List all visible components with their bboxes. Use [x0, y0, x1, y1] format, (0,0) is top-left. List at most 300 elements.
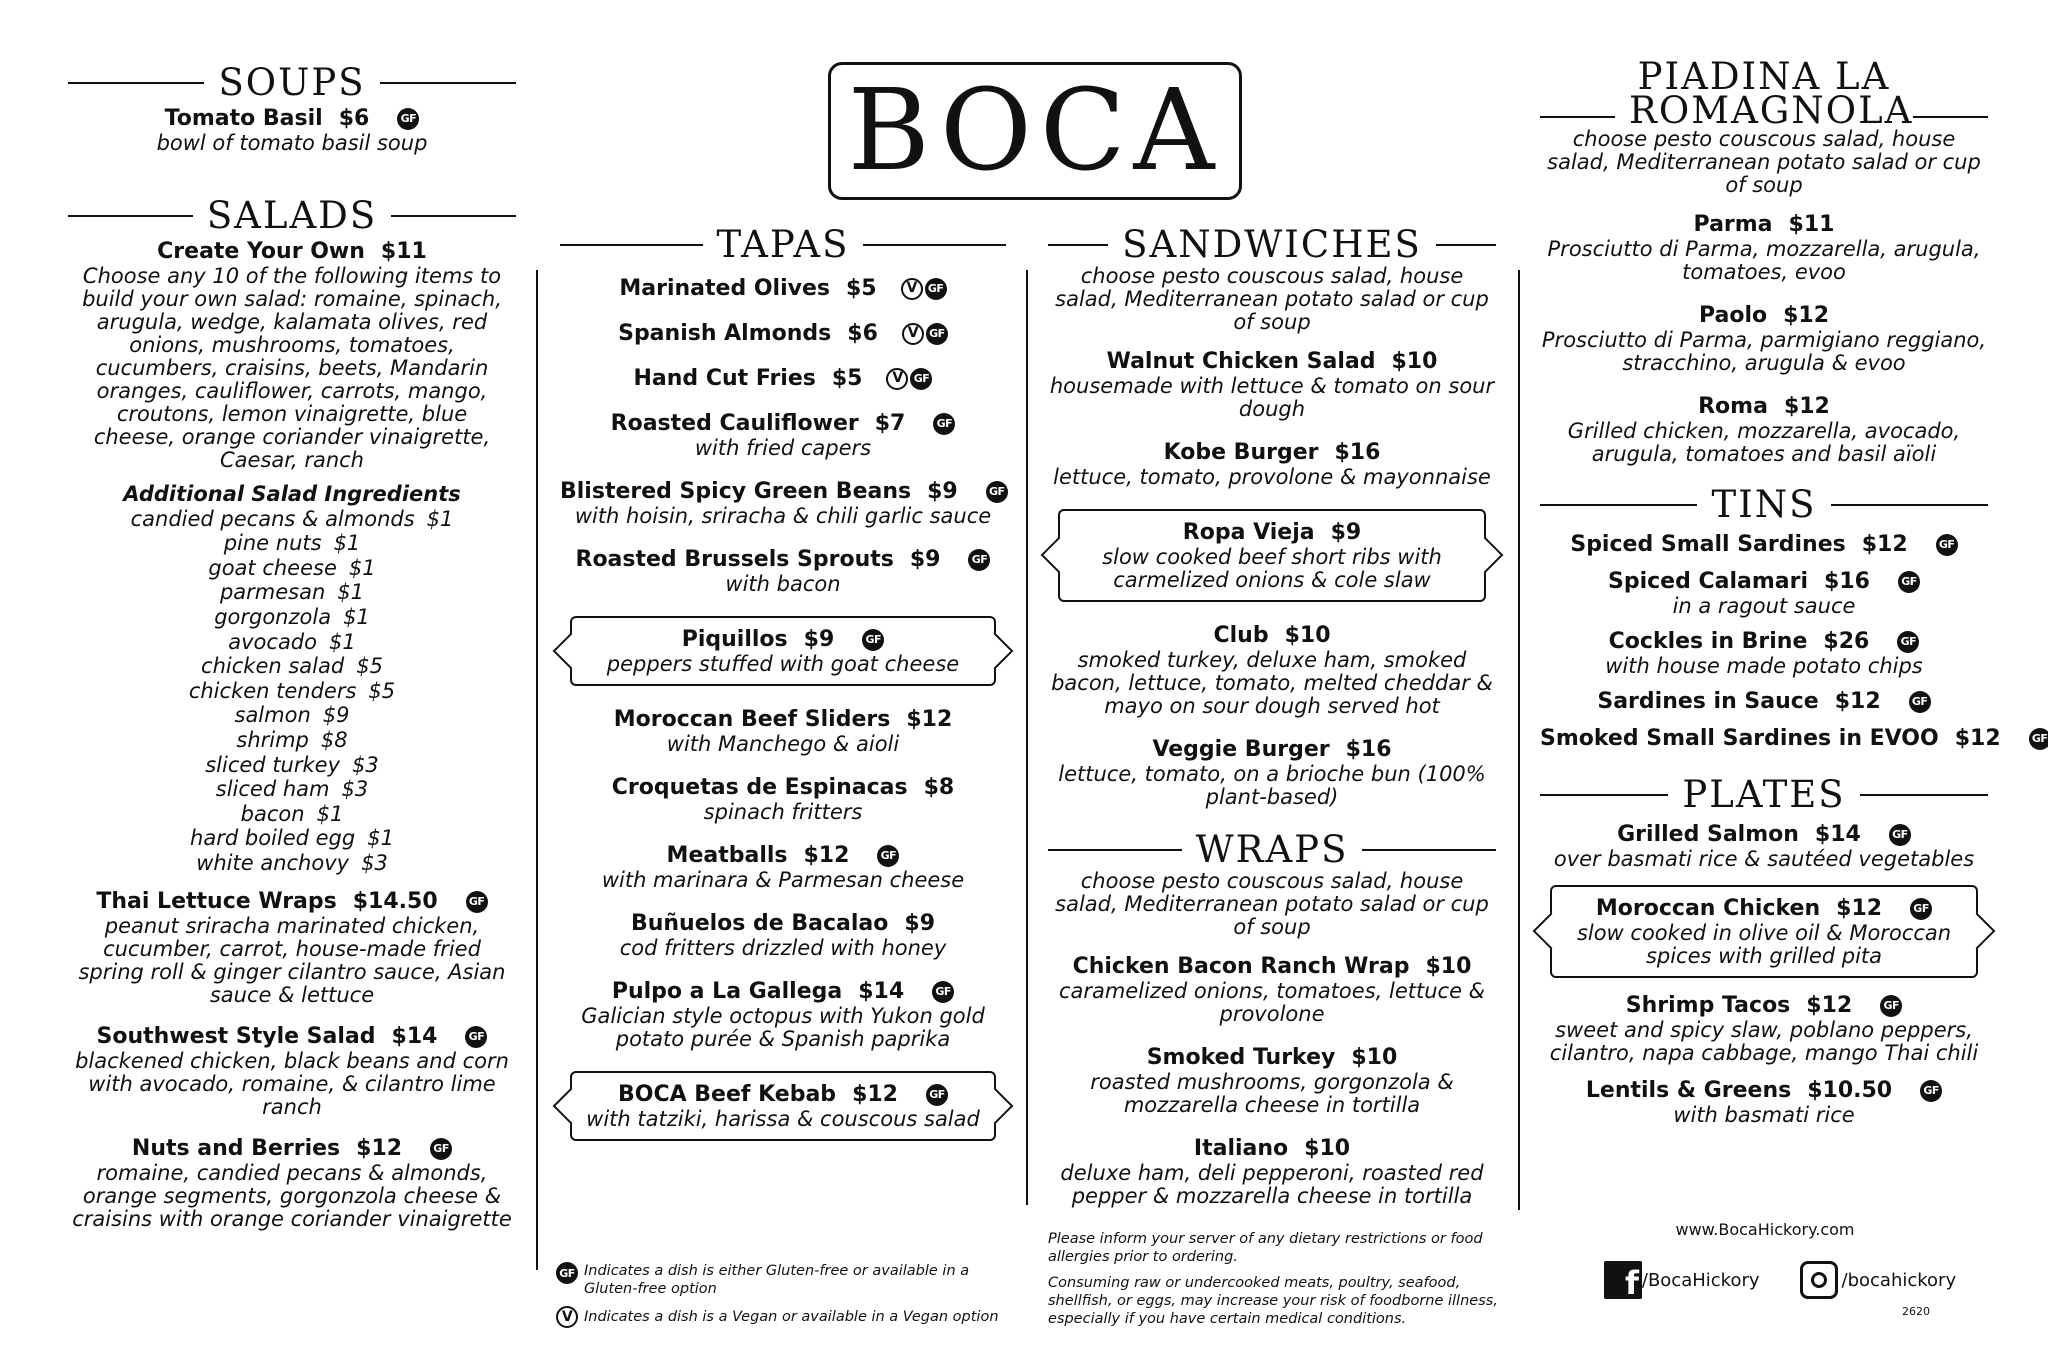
menu-item-roasted-brussels-sprouts: [560, 546, 1006, 596]
item-name-row: [1540, 393, 1988, 420]
ingredient-name: bacon: [240, 801, 305, 826]
ingredient-name: parmesan: [219, 580, 326, 605]
ingredient-row: [68, 556, 516, 581]
gluten-free-icon: GF: [556, 1262, 578, 1284]
item-description: Prosciutto di Parma, mozzarella, arugula, tomatoes, evoo: [1547, 237, 1981, 285]
item-description: in a ragout sauce: [1672, 593, 1856, 618]
ingredient-row: [68, 703, 516, 728]
ingredient-name: gorgonzola: [214, 605, 332, 630]
item-name-row: [68, 1135, 516, 1162]
item-name-row: [1048, 953, 1496, 980]
menu-item-bunuelos-de-bacalao: [560, 910, 1006, 960]
legend-gf-text: Indicates a dish is either Gluten-free or available in a Gluten-free option: [584, 1263, 970, 1297]
item-name: Italiano: [1193, 1135, 1289, 1161]
item-price: $12: [1954, 725, 2001, 751]
item-description: caramelized onions, tomatoes, lettuce & provolone: [1058, 978, 1486, 1026]
gluten-free-icon: GF: [910, 368, 932, 390]
ingredient-name: sliced turkey: [205, 752, 341, 777]
legend-vegan-text: Indicates a dish is a Vegan or available in a Vegan option: [584, 1309, 999, 1325]
item-description: cod fritters drizzled with honey: [619, 935, 947, 960]
item-description: with basmati rice: [1673, 1102, 1855, 1127]
item-name: Hand Cut Fries: [633, 365, 816, 391]
item-description: with Manchego & aioli: [666, 731, 900, 756]
item-price: $10: [1425, 953, 1472, 979]
sandwich-items: [1048, 348, 1496, 809]
item-name: Marinated Olives: [619, 275, 830, 301]
item-description: with marinara & Parmesan cheese: [601, 867, 965, 892]
item-name-row: [1540, 568, 1988, 595]
ingredient-row: [68, 851, 516, 876]
item-price: $26: [1823, 628, 1870, 654]
menu-item-kobe-burger: [1048, 439, 1496, 489]
ingredient-price: $8: [320, 728, 348, 753]
item-name-row: [1048, 1044, 1496, 1071]
item-name-row: [1540, 688, 1988, 715]
menu-item-tomato-basil: [68, 105, 516, 155]
ingredient-row: [68, 679, 516, 704]
vegan-icon: V: [886, 368, 908, 390]
section-title: TAPAS: [716, 223, 850, 266]
item-price: $9: [927, 478, 958, 504]
brand-name: BOCA: [847, 66, 1223, 196]
legend: [556, 1262, 1016, 1328]
instagram-link[interactable]: [1800, 1261, 1957, 1299]
item-name: Cockles in Brine: [1608, 628, 1808, 654]
item-description: with hoisin, sriracha & chili garlic sauce: [574, 503, 992, 528]
item-price: $12: [852, 1081, 898, 1107]
menu-item-smoked-turkey: [1048, 1044, 1496, 1117]
item-description: peanut sriracha marinated chicken, cucumber, carrot, house-made fried spring roll & ginger cilantro sauce, Asian sauce & lettuce: [78, 913, 506, 1007]
item-price: $11: [380, 238, 427, 264]
item-price: $10: [1304, 1135, 1351, 1161]
column-soups-salads: [68, 61, 516, 1231]
ingredient-row: [68, 654, 516, 679]
menu-item-walnut-chicken-salad: [1048, 348, 1496, 421]
facebook-handle: /BocaHickory: [1641, 1269, 1760, 1291]
item-name-row: [68, 1023, 516, 1050]
item-price: $10: [1391, 348, 1438, 374]
salad-items: [68, 888, 516, 1231]
menu-item-spanish-almonds: [560, 320, 1006, 347]
ingredient-price: $1: [337, 580, 365, 605]
ingredient-price: $9: [322, 703, 350, 728]
item-name-row: [1540, 992, 1988, 1019]
menu-item-lentils-greens: [1540, 1077, 1988, 1127]
item-name: Shrimp Tacos: [1625, 992, 1791, 1018]
raw-food-notice: Consuming raw or undercooked meats, poultry, seafood, shellfish, or eggs, may increase your risk of foodborne illness, especially if you have certain medical conditions.: [1048, 1275, 1498, 1327]
section-header-wraps: [1048, 827, 1496, 871]
item-description: deluxe ham, deli pepperoni, roasted red pepper & mozzarella cheese in tortilla: [1060, 1160, 1484, 1208]
item-name: Pulpo a La Gallega: [611, 978, 843, 1004]
menu-item-piquillos: [570, 616, 996, 686]
ingredient-price: $1: [426, 506, 454, 531]
item-description: blackened chicken, black beans and corn with avocado, romaine, & cilantro lime ranch: [75, 1048, 509, 1119]
item-name: Meatballs: [666, 842, 788, 868]
item-price: $9: [803, 626, 835, 652]
menu-item-cockles-in-brine: [1540, 628, 1988, 678]
item-name: Kobe Burger: [1163, 439, 1319, 465]
item-name: Roasted Brussels Sprouts: [575, 546, 894, 572]
item-name-row: [1048, 622, 1496, 649]
ingredient-price: $1: [343, 605, 370, 630]
gluten-free-icon: GF: [466, 891, 488, 913]
item-description: with bacon: [725, 571, 841, 596]
item-price: $12: [803, 842, 850, 868]
gluten-free-icon: GF: [926, 323, 948, 345]
sandwiches-note: choose pesto couscous salad, house salad, Mediterranean potato salad or cup of soup: [1055, 263, 1489, 334]
menu-item-nuts-and-berries: [68, 1135, 516, 1231]
ingredient-name: avocado: [228, 629, 317, 654]
item-name: Sardines in Sauce: [1597, 688, 1819, 714]
ingredient-row: [68, 802, 516, 827]
ingredient-name: shrimp: [236, 728, 309, 753]
notices: [1048, 1230, 1508, 1328]
wraps-note: choose pesto couscous salad, house salad, Mediterranean potato salad or cup of soup: [1055, 868, 1489, 939]
item-name-row: [68, 888, 516, 915]
item-name-row: [560, 410, 1006, 437]
gluten-free-icon: GF: [968, 549, 990, 571]
section-title: SALADS: [206, 193, 378, 237]
item-description: with fried capers: [694, 435, 872, 460]
item-description: with house made potato chips: [1605, 653, 1923, 678]
item-description: bowl of tomato basil soup: [156, 130, 428, 155]
ingredient-row: [68, 753, 516, 778]
ingredient-price: $5: [356, 654, 383, 679]
item-name-row: [1048, 348, 1496, 375]
item-description: romaine, candied pecans & almonds, orange segments, gorgonzola cheese & craisins with orange coriander vinaigrette: [72, 1160, 512, 1231]
gluten-free-icon: GF: [1880, 995, 1902, 1017]
menu-item-marinated-olives: [560, 275, 1006, 302]
menu-item-boca-beef-kebab: [570, 1071, 996, 1141]
gluten-free-icon: GF: [1898, 571, 1920, 593]
section-title: TINS: [1711, 483, 1817, 527]
item-description: sweet and spicy slaw, poblano peppers, cilantro, napa cabbage, mango Thai chili: [1549, 1017, 1979, 1065]
dietary-notice: Please inform your server of any dietary restrictions or food allergies prior to ordering.: [1048, 1231, 1483, 1265]
footer: [1570, 1220, 1990, 1318]
menu-item-moroccan-beef-sliders: [560, 706, 1006, 756]
menu-item-italiano: [1048, 1135, 1496, 1208]
menu-item-shrimp-tacos: [1540, 992, 1988, 1065]
ingredient-row: [68, 826, 516, 851]
item-price: $9: [909, 546, 941, 572]
ingredient-price: $1: [348, 555, 376, 580]
website-link[interactable]: www.BocaHickory.com: [1675, 1220, 1855, 1239]
ingredient-price: $3: [352, 752, 379, 777]
ingredient-name: salmon: [234, 703, 311, 728]
menu-item-southwest-style-salad: [68, 1023, 516, 1119]
item-price: $9: [904, 910, 936, 936]
column-piadina-tins-plates: [1540, 55, 2048, 1127]
gluten-free-icon: GF: [2029, 728, 2048, 750]
gluten-free-icon: GF: [926, 1084, 948, 1106]
section-header-tapas: [560, 223, 1006, 266]
ingredient-row: [68, 531, 516, 556]
ingredient-name: sliced ham: [215, 777, 330, 802]
item-name: Veggie Burger: [1152, 736, 1330, 762]
item-price: $12: [1836, 895, 1883, 921]
ingredient-name: candied pecans & almonds: [130, 506, 415, 531]
item-description: Grilled chicken, mozzarella, avocado, arugula, tomatoes and basil aïoli: [1567, 419, 1961, 467]
item-name: Club: [1213, 622, 1269, 648]
menu-item-spiced-small-sardines: [1540, 531, 1988, 558]
item-price: $16: [1824, 568, 1870, 594]
ingredient-price: $1: [333, 531, 361, 556]
section-title: PIADINA LA ROMAGNOLA: [1629, 55, 1914, 133]
item-name-row: [1540, 1077, 1988, 1104]
item-price: $10.50: [1807, 1077, 1893, 1103]
gluten-free-icon: GF: [430, 1138, 452, 1160]
section-header-salads: [68, 193, 516, 237]
item-description: Prosciutto di Parma, parmigiano reggiano, stracchino, arugula & evoo: [1541, 328, 1987, 376]
additional-ingredients-list: [68, 507, 516, 876]
item-name-row: [1566, 895, 1962, 922]
menu-item-club: [1048, 622, 1496, 718]
item-name: Southwest Style Salad: [96, 1023, 376, 1049]
menu-item-create-your-own: [68, 238, 516, 472]
section-header-plates: [1540, 772, 1988, 816]
item-name: Spiced Small Sardines: [1570, 531, 1846, 557]
ingredient-name: chicken salad: [201, 654, 345, 679]
item-name-row: [560, 275, 1006, 302]
item-name-row: [560, 978, 1006, 1005]
item-description: lettuce, tomato, on a brioche bun (100% plant-based): [1058, 761, 1486, 809]
boca-logo: [828, 62, 1242, 200]
tapas-items: [560, 275, 1006, 1141]
menu-item-meatballs: [560, 842, 1006, 892]
item-name-row: [1540, 821, 1988, 848]
section-header-soups: [68, 61, 516, 104]
menu-item-sardines-in-sauce: [1540, 688, 1988, 715]
menu-item-pulpo-a-la-gallega: [560, 978, 1006, 1051]
section-header-piadina: [1540, 55, 1988, 133]
item-price: $16: [1345, 736, 1392, 762]
legend-gf: [556, 1262, 1016, 1298]
item-name: Walnut Chicken Salad: [1106, 348, 1376, 374]
item-description: lettuce, tomato, provolone & mayonnaise: [1053, 464, 1491, 489]
item-name: BOCA Beef Kebab: [617, 1081, 837, 1107]
item-name-row: [1048, 736, 1496, 763]
item-description: roasted mushrooms, gorgonzola & mozzarella cheese in tortilla: [1090, 1069, 1454, 1117]
wrap-items: [1048, 953, 1496, 1208]
menu-item-spiced-calamari: [1540, 568, 1988, 618]
item-name: Croquetas de Espinacas: [611, 774, 908, 800]
menu-item-grilled-salmon: [1540, 821, 1988, 871]
menu-item-parma: [1540, 211, 1988, 284]
facebook-icon: f: [1604, 1261, 1642, 1299]
item-price: $14: [391, 1023, 438, 1049]
vegan-icon: V: [902, 323, 924, 345]
item-name: Tomato Basil: [164, 105, 323, 131]
item-name: Smoked Small Sardines in EVOO: [1540, 725, 1939, 751]
column-divider: [536, 270, 538, 1270]
gluten-free-icon: GF: [397, 108, 419, 130]
ingredient-name: pine nuts: [223, 531, 322, 556]
item-price: $14: [858, 978, 905, 1004]
item-price: $12: [1783, 303, 1830, 329]
piadina-items: [1540, 211, 1988, 466]
gluten-free-icon: GF: [986, 481, 1008, 503]
item-price: $10: [1351, 1044, 1398, 1070]
item-price: $5: [831, 365, 863, 391]
item-name: Moroccan Beef Sliders: [613, 706, 891, 732]
item-name: Piquillos: [681, 626, 788, 652]
item-name-row: [586, 1081, 980, 1108]
ingredient-row: [68, 728, 516, 753]
item-description: spinach fritters: [703, 799, 863, 824]
item-description: peppers stuffed with goat cheese: [606, 651, 960, 676]
item-name: Lentils & Greens: [1585, 1077, 1792, 1103]
section-title: PLATES: [1682, 772, 1846, 816]
section-header-sandwiches: [1048, 223, 1496, 266]
item-name-row: [560, 320, 1006, 347]
item-name: Paolo: [1698, 303, 1768, 329]
menu-item-croquetas-de-espinacas: [560, 774, 1006, 824]
menu-item-moroccan-chicken: [1550, 885, 1978, 978]
column-divider: [1026, 270, 1028, 1205]
item-name-row: [560, 706, 1006, 733]
gluten-free-icon: GF: [1936, 534, 1958, 556]
item-name: Grilled Salmon: [1617, 821, 1799, 847]
item-price: $12: [906, 706, 953, 732]
item-name: Create Your Own: [157, 238, 365, 264]
gluten-free-icon: GF: [877, 845, 899, 867]
ingredient-row: [68, 777, 516, 802]
vegan-icon: V: [556, 1306, 578, 1328]
item-name: Blistered Spicy Green Beans: [560, 478, 912, 504]
item-name: Spanish Almonds: [618, 320, 832, 346]
gluten-free-icon: GF: [1897, 631, 1919, 653]
item-price: $6: [847, 320, 878, 346]
additional-ingredients-title: Additional Salad Ingredients: [123, 481, 461, 506]
ingredient-price: $1: [316, 801, 344, 826]
item-name: Buñuelos de Bacalao: [630, 910, 889, 936]
item-name: Smoked Turkey: [1146, 1044, 1336, 1070]
item-price: $7: [874, 410, 906, 436]
item-description: slow cooked in olive oil & Moroccan spices with grilled pita: [1576, 920, 1952, 968]
item-name: Ropa Vieja: [1182, 519, 1315, 545]
item-name: Parma: [1693, 212, 1773, 238]
item-name: Roma: [1698, 394, 1768, 420]
item-name-row: [1540, 628, 1988, 655]
item-price: $10: [1284, 622, 1331, 648]
menu-item-smoked-small-sardines-in-evoo: [1540, 725, 2048, 752]
item-description: Choose any 10 of the following items to build your own salad: romaine, spinach, arugula, wedge, kalamata olives, red onions, mushrooms, tomatoes, cucumbers, craisins, beets, Mandarin oranges, cauliflower, carrots, mango, croutons, lemon vinaigrette, blue cheese, orange coriander vinaigrette, Caesar, ranch: [82, 263, 502, 472]
ingredient-price: $1: [367, 826, 394, 851]
item-name-row: [1048, 1135, 1496, 1162]
legend-vegan: [556, 1306, 1016, 1328]
menu-item-veggie-burger: [1048, 736, 1496, 809]
item-description: with tatziki, harissa & couscous salad: [586, 1106, 980, 1131]
menu-item-thai-lettuce-wraps: [68, 888, 516, 1007]
item-name-row: [560, 910, 1006, 937]
ingredient-row: [68, 580, 516, 605]
item-name-row: [586, 626, 980, 653]
item-name-row: [560, 774, 1006, 801]
item-name: Thai Lettuce Wraps: [96, 888, 337, 914]
item-name-row: [560, 842, 1006, 869]
facebook-link[interactable]: [1604, 1261, 1760, 1302]
section-title: SANDWICHES: [1122, 223, 1422, 266]
ingredient-price: $3: [341, 777, 369, 802]
item-name: Moroccan Chicken: [1595, 895, 1821, 921]
section-title: SOUPS: [218, 61, 366, 104]
item-name-row: [560, 546, 1006, 573]
item-description: housemade with lettuce & tomato on sour dough: [1049, 373, 1495, 421]
ingredient-price: $5: [368, 678, 396, 703]
item-price: $16: [1334, 439, 1381, 465]
instagram-icon: [1800, 1261, 1838, 1299]
item-description: slow cooked beef short ribs with carmelized onions & cole slaw: [1102, 544, 1442, 592]
item-description: smoked turkey, deluxe ham, smoked bacon, lettuce, tomato, melted cheddar & mayo on sour dough served hot: [1051, 647, 1493, 718]
item-name-row: [1048, 439, 1496, 466]
ingredient-name: white anchovy: [196, 851, 350, 875]
item-name: Chicken Bacon Ranch Wrap: [1072, 953, 1410, 979]
gluten-free-icon: GF: [1889, 824, 1911, 846]
item-name-row: [1540, 302, 1988, 329]
item-name: Nuts and Berries: [131, 1135, 341, 1161]
section-title: WRAPS: [1195, 827, 1349, 871]
item-name-row: [1540, 211, 1988, 238]
gluten-free-icon: GF: [1920, 1080, 1942, 1102]
column-divider: [1518, 270, 1520, 1210]
item-name: Roasted Cauliflower: [610, 410, 859, 436]
item-name-row: [560, 365, 1006, 392]
item-price: $12: [1783, 394, 1830, 420]
item-name-row: [1540, 725, 2048, 752]
item-price: $8: [923, 774, 955, 800]
item-name-row: [1074, 519, 1470, 546]
item-description: over basmati rice & sautéed vegetables: [1553, 846, 1975, 871]
item-price: $12: [1834, 688, 1881, 714]
column-sandwiches-wraps: [1048, 223, 1496, 1208]
item-price: $5: [846, 275, 877, 301]
item-price: $12: [1806, 992, 1853, 1018]
item-name-row: [1540, 531, 1988, 558]
item-name-row: [560, 478, 1006, 505]
item-price: $6: [338, 105, 370, 131]
menu-item-hand-cut-fries: [560, 365, 1006, 392]
item-description: Galician style octopus with Yukon gold potato purée & Spanish paprika: [581, 1003, 985, 1051]
gluten-free-icon: GF: [925, 278, 947, 300]
ingredient-price: $1: [329, 629, 356, 654]
item-price: $12: [1861, 531, 1908, 557]
plates-items: [1540, 821, 1988, 1127]
gluten-free-icon: GF: [932, 981, 954, 1003]
piadina-note: choose pesto couscous salad, house salad, Mediterranean potato salad or cup of soup: [1547, 127, 1981, 198]
ingredient-name: hard boiled egg: [190, 826, 356, 851]
gluten-free-icon: GF: [862, 629, 884, 651]
item-price: $14.50: [352, 888, 438, 914]
ingredient-price: $3: [361, 851, 388, 875]
section-header-tins: [1540, 483, 1988, 527]
item-price: $11: [1788, 212, 1835, 238]
menu-item-roasted-cauliflower: [560, 410, 1006, 460]
gluten-free-icon: GF: [933, 413, 955, 435]
menu-item-blistered-spicy-green-beans: [560, 478, 1006, 528]
item-name: Spiced Calamari: [1608, 568, 1809, 594]
item-price: $12: [356, 1135, 403, 1161]
vegan-icon: V: [901, 278, 923, 300]
tins-items: [1540, 531, 2048, 752]
print-code: 2620: [1902, 1305, 1930, 1318]
menu-item-ropa-vieja: [1058, 509, 1486, 602]
menu-item-roma: [1540, 393, 1988, 466]
item-price: $9: [1330, 519, 1362, 545]
menu-item-chicken-bacon-ranch-wrap: [1048, 953, 1496, 1026]
ingredient-row: [68, 605, 516, 630]
gluten-free-icon: GF: [1909, 691, 1931, 713]
instagram-handle: /bocahickory: [1841, 1269, 1957, 1291]
